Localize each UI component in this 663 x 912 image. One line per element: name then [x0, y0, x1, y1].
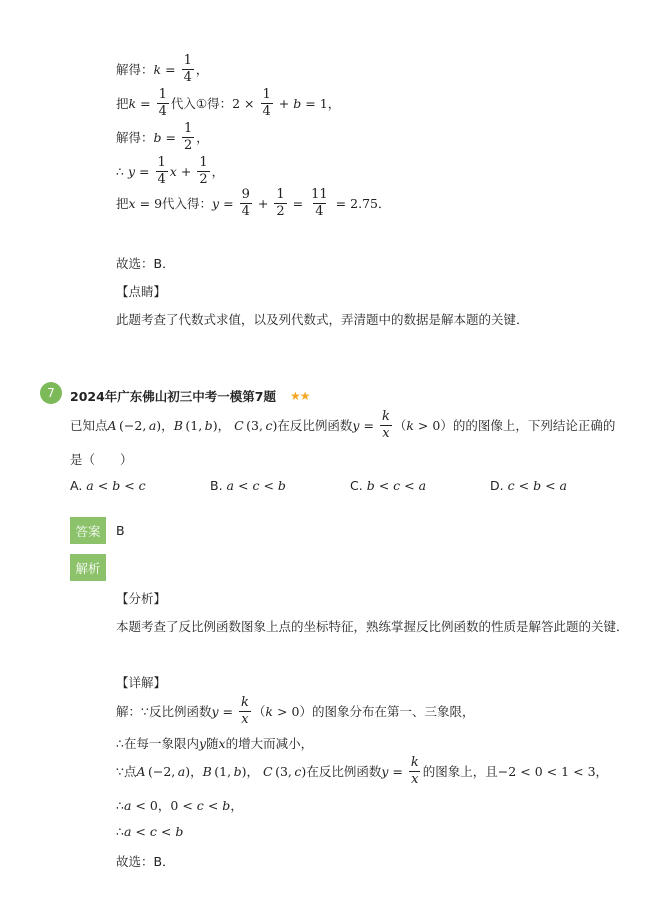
substitute-mid: 代入①得：: [170, 96, 233, 112]
stem-part-1: 已知点: [70, 418, 108, 434]
analysis-header: 【分析】: [116, 591, 167, 606]
therefore-symbol: ∴: [116, 163, 124, 179]
detail-line-3: ∵点 A (−2, a ) ， B (1, b ) ， C (3, c ) 在反比例函数 y = $\frac{k}{x}$ 的图象上，且 −2 < 0 < 1 < 3 ，: [116, 755, 609, 787]
prev-answer-line: 故选：B．: [116, 256, 175, 271]
analysis-tag: 解析: [70, 554, 106, 581]
difficulty-stars: ★★: [290, 389, 310, 403]
substitute-k-line: 把 k = $\frac{1}{4}$ 代入①得： 2 × $\frac{1}{4}$ + b = 1 ，: [116, 87, 341, 119]
evaluate-mid: 代入得：: [162, 196, 213, 212]
comment-header: 【点睛】: [116, 284, 167, 299]
evaluate-result: 2.75: [350, 195, 378, 211]
comment-text: 此题考查了代数式求值，以及列代数式，弄清题中的数据是解本题的关键．: [116, 312, 529, 327]
question-stem-line-1: 已知点 A (−2, a ) ， B (1, b ) ， C (3, c ) 在反比例函数 y = $\frac{k}{x}$ （ k > 0 ） 的的图像上，下列结论正确的: [70, 409, 616, 441]
solve-b-prefix: 解得：: [116, 130, 154, 146]
option-b[interactable]: B. a < c < b: [210, 478, 286, 493]
function-line: ∴ y = $\frac{1}{4}$ x + $\frac{1}{2}$ ，: [116, 155, 225, 187]
question-number-badge: 7: [40, 382, 62, 404]
question-stem-line-2: 是（ ）: [70, 452, 133, 467]
solve-b-line: 解得： b = $\frac{1}{2}$ ，: [116, 121, 209, 153]
detail-header: 【详解】: [116, 675, 167, 690]
frac-1-4: $\frac{1}{4}$: [183, 53, 192, 85]
question-title: 2024年广东佛山初三中考一模第7题: [70, 389, 276, 404]
evaluate-line: 把 x = 9 代入得： y = $\frac{9}{4}$ + $\frac{1}{2}$ = $\frac{11}{4}$ = 2.75 ．: [116, 187, 391, 219]
answer-value: B: [116, 523, 125, 538]
evaluate-prefix: 把: [116, 196, 129, 212]
solve-k-line: 解得： k = $\frac{1}{4}$ ，: [116, 53, 209, 85]
question-title-row: [70, 387, 310, 405]
option-a[interactable]: A. a < b < c: [70, 478, 146, 493]
analysis-text: 本题考查了反比例函数图象上点的坐标特征，熟练掌握反比例函数的性质是解答此题的关键．: [116, 619, 629, 634]
solve-k-prefix: 解得：: [116, 62, 154, 78]
detail-line-2: ∴在每一象限内 y 随 x 的增大而减小，: [116, 735, 314, 751]
option-c[interactable]: C. b < c < a: [350, 478, 427, 493]
detail-line-5: ∴ a < c < b: [116, 824, 184, 839]
detail-line-1: 解：∵反比例函数 y = $\frac{k}{x}$ （ k > 0 ） 的图象分布在第一、三象限，: [116, 695, 475, 727]
stem-part-2: 在反比例函数: [277, 418, 353, 434]
stem-part-3: 的的图像上，下列结论正确的: [452, 418, 616, 434]
detail-line-4: ∴ a < 0 ， 0 < c < b ，: [116, 797, 243, 813]
option-d[interactable]: D. c < b < a: [490, 478, 567, 493]
final-answer-line: 故选：B．: [116, 854, 175, 869]
answer-tag: 答案: [70, 517, 106, 544]
substitute-prefix: 把: [116, 96, 129, 112]
